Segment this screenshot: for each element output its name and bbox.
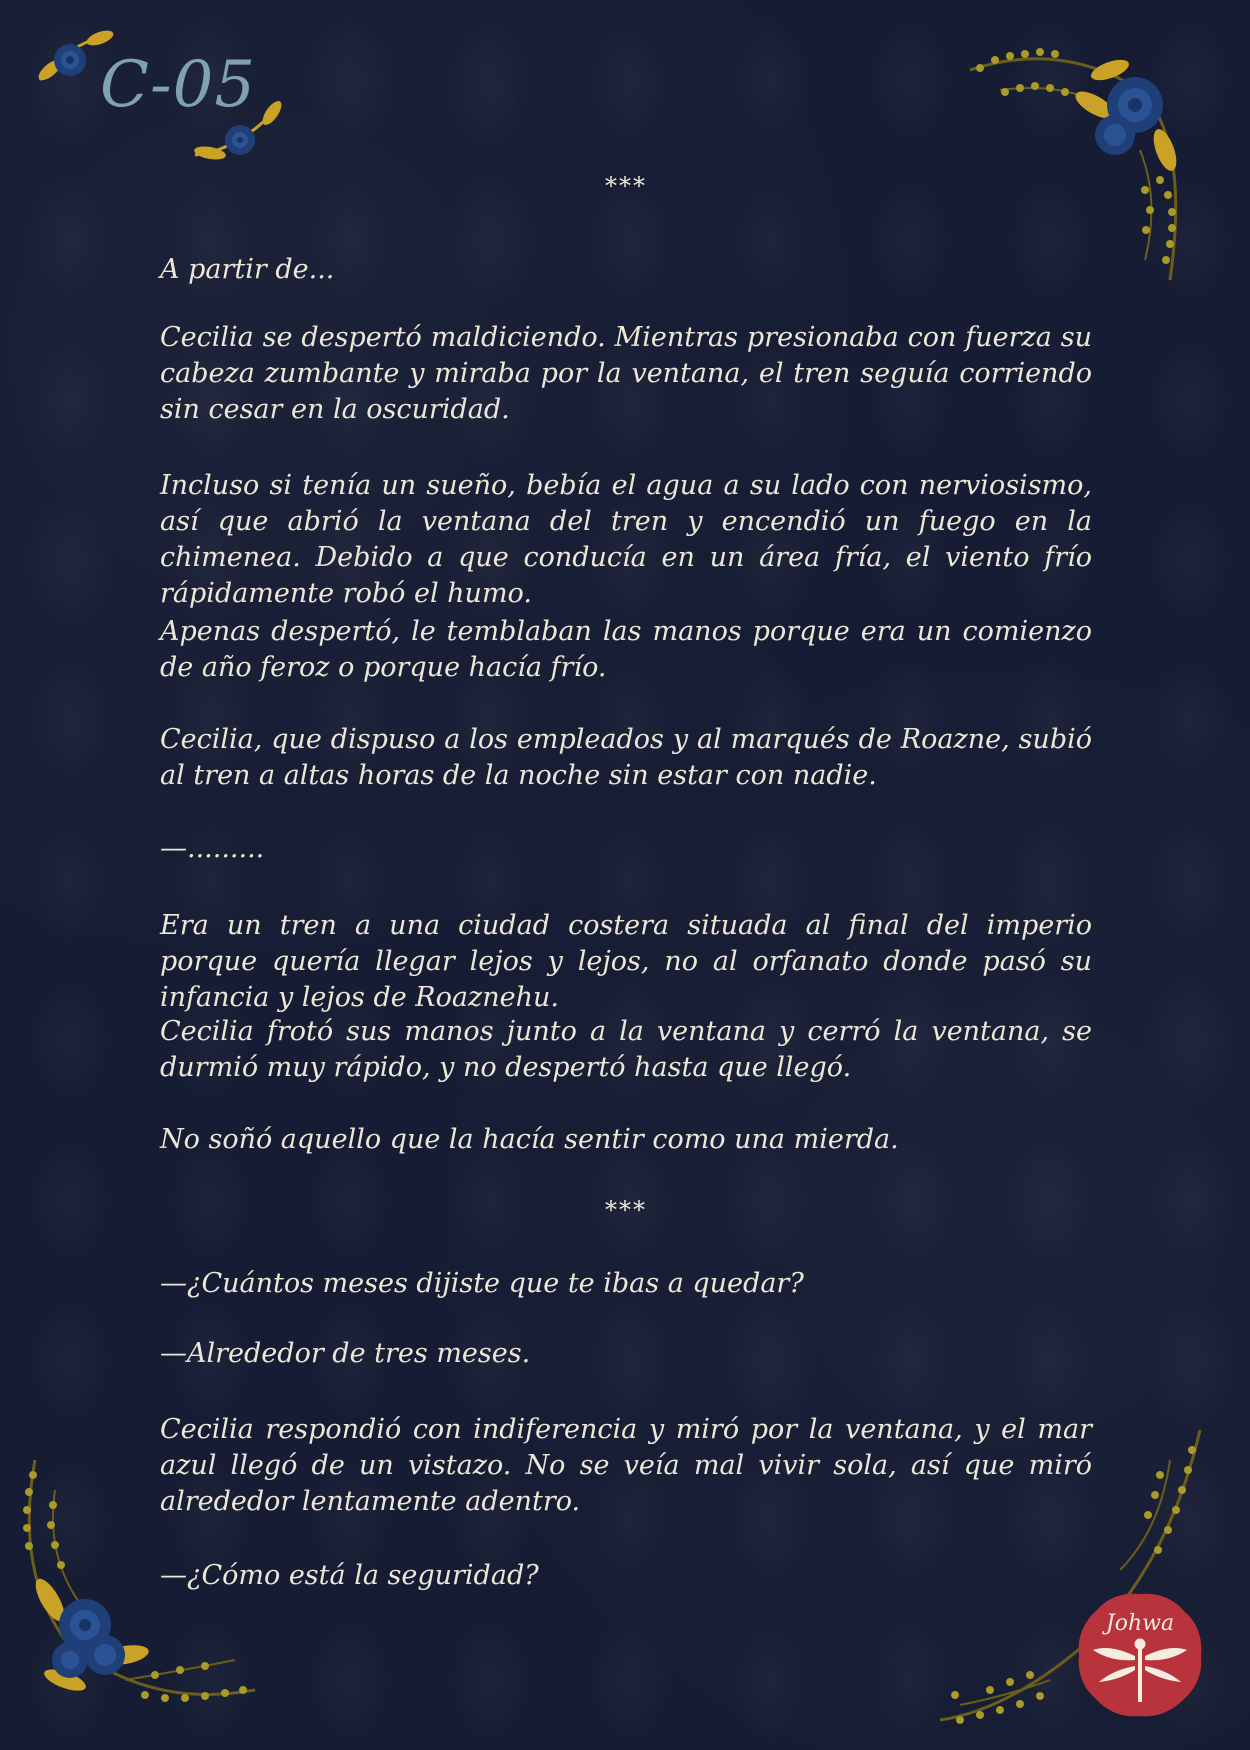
section-separator: ***: [605, 172, 647, 200]
paragraph: No soñó aquello que la hacía sentir como una mierda.: [160, 1124, 899, 1155]
paragraph: A partir de...: [160, 254, 335, 285]
paragraph: Cecilia respondió con indiferencia y miró por la ventana, y el mar azul llegó de un vistazo. No se veía mal vivir sola, así que miró alrededor lentamente adentro.: [160, 1414, 1092, 1517]
floral-corner-icon: [5, 1450, 265, 1720]
paragraph: —.........: [160, 833, 265, 864]
watermark-label: Johwa: [1105, 1611, 1175, 1636]
paragraph: Apenas despertó, le temblaban las manos porque era un comienzo de año feroz o porque hacía frío.: [160, 616, 1092, 683]
chapter-code: C-05: [100, 48, 257, 122]
dialogue-line: —¿Cómo está la seguridad?: [160, 1560, 539, 1591]
paragraph: Era un tren a una ciudad costera situada al final del imperio porque quería llegar lejos y lejos, no al orfanato donde pasó su infancia y lejos de Roaznehu.: [160, 910, 1092, 1013]
paragraph: Incluso si tenía un sueño, bebía el agua a su lado con nerviosismo, así que abrió la ventana del tren y encendió un fuego en la chimenea. Debido a que conducía en un área fría, el viento frío rápidamente robó el humo.: [160, 470, 1092, 609]
paragraph: Cecilia, que dispuso a los empleados y al marqués de Roazne, subió al tren a altas horas de la noche sin estar con nadie.: [160, 724, 1092, 791]
dialogue-line: —¿Cuántos meses dijiste que te ibas a quedar?: [160, 1268, 804, 1299]
paragraph: Cecilia frotó sus manos junto a la ventana y cerró la ventana, se durmió muy rápido, y no despertó hasta que llegó.: [160, 1016, 1092, 1083]
watermark-stamp: [1075, 1590, 1205, 1720]
section-separator: ***: [605, 1196, 647, 1224]
dialogue-line: —Alrededor de tres meses.: [160, 1338, 531, 1369]
paragraph: Cecilia se despertó maldiciendo. Mientras presionaba con fuerza su cabeza zumbante y miraba por la ventana, el tren seguía corriendo sin cesar en la oscuridad.: [160, 322, 1092, 425]
